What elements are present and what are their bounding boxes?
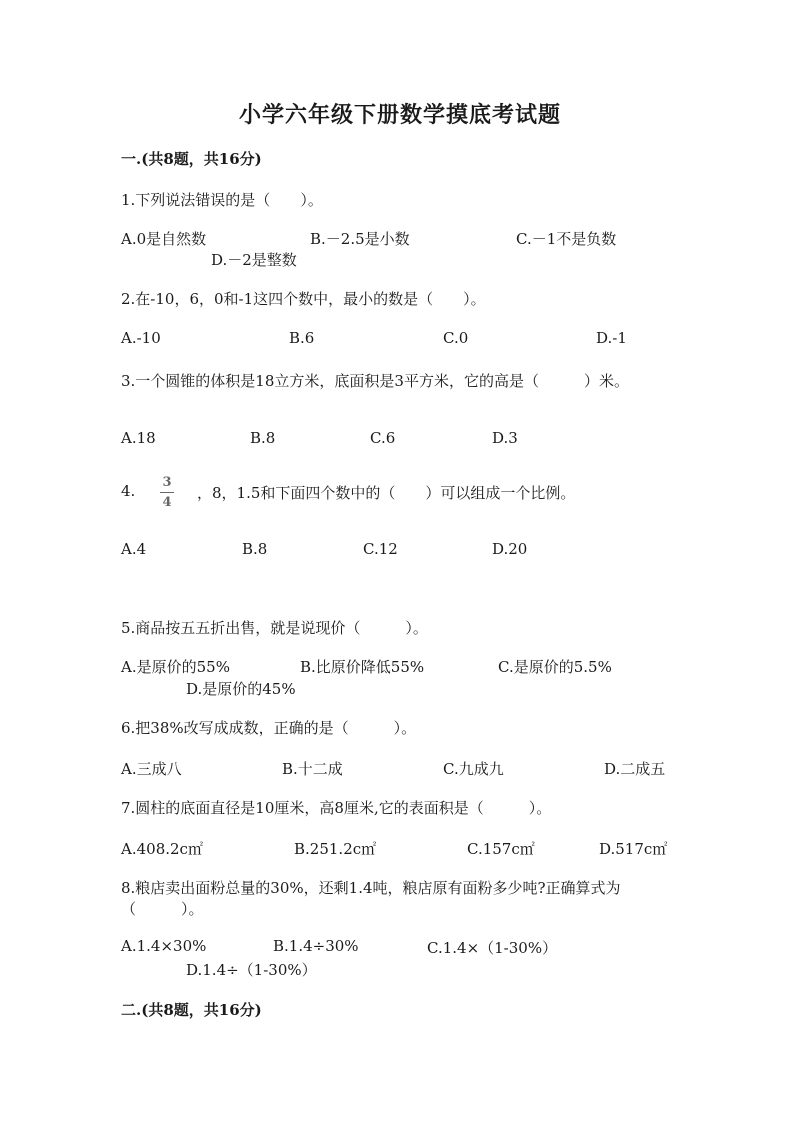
fraction-three-quarters: [159, 476, 175, 509]
question-2-stem: 2.在-10，6，0和-1这四个数中，最小的数是（ ）。: [121, 290, 486, 308]
question-3-option-b: B.8: [250, 429, 276, 447]
page-title: 小学六年级下册数学摸底考试题: [238, 102, 561, 128]
question-2-option-d: D.-1: [596, 329, 627, 347]
question-2-option-b: B.6: [289, 329, 315, 347]
fraction-bar: [160, 492, 174, 493]
question-7-option-c: C.157c㎡: [467, 840, 535, 858]
question-3-option-d: D.3: [492, 429, 518, 447]
question-1-option-c: C.－1不是负数: [516, 230, 617, 248]
question-4-option-a: A.4: [121, 540, 147, 558]
question-3-option-c: C.6: [370, 429, 396, 447]
question-4-stem: ，8，1.5和下面四个数中的（ ）可以组成一个比例。: [197, 484, 576, 502]
question-1-option-a: A.0是自然数: [121, 230, 207, 248]
section-heading-1: 一.(共8题，共16分): [121, 150, 262, 168]
question-8-option-c: C.1.4×（1-30%）: [427, 939, 558, 957]
fraction-numerator: 3: [162, 475, 172, 490]
question-6-option-b: B.十二成: [282, 760, 343, 778]
question-8-stem-line2: （ ）。: [121, 900, 204, 918]
question-1-option-d: D.－2是整数: [211, 251, 297, 269]
question-5-stem: 5.商品按五五折出售，就是说现价（ ）。: [121, 619, 428, 637]
question-4-option-d: D.20: [492, 540, 528, 558]
question-1-stem: 1.下列说法错误的是（ ）。: [121, 191, 323, 209]
question-8-option-a: A.1.4×30%: [121, 937, 207, 955]
question-6-stem: 6.把38%改写成成数，正确的是（ ）。: [121, 719, 417, 737]
question-5-option-c: C.是原价的5.5%: [498, 658, 612, 676]
question-6-option-c: C.九成九: [443, 760, 504, 778]
question-1-option-b: B.－2.5是小数: [310, 230, 410, 248]
question-4-number: 4.: [121, 482, 136, 500]
question-7-option-a: A.408.2c㎡: [121, 840, 203, 858]
question-7-option-d: D.517c㎡: [599, 840, 668, 858]
question-7-stem: 7.圆柱的底面直径是10厘米，高8厘米,它的表面积是（ ）。: [121, 799, 552, 817]
question-3-option-a: A.18: [121, 429, 156, 447]
question-2-option-c: C.0: [443, 329, 469, 347]
question-3-stem: 3.一个圆锥的体积是18立方米，底面积是3平方米，它的高是（ ）米。: [121, 372, 629, 390]
question-4-option-c: C.12: [363, 540, 398, 558]
question-5-option-d: D.是原价的45%: [186, 680, 296, 698]
section-heading-2: 二.(共8题，共16分): [121, 1001, 262, 1019]
question-8-stem: 8.粮店卖出面粉总量的30%，还剩1.4吨，粮店原有面粉多少吨?正确算式为: [121, 879, 621, 897]
question-5-option-a: A.是原价的55%: [121, 658, 230, 676]
question-2-option-a: A.-10: [121, 329, 161, 347]
question-4-option-b: B.8: [242, 540, 268, 558]
question-8-option-b: B.1.4÷30%: [273, 937, 359, 955]
question-8-option-d: D.1.4÷（1-30%）: [186, 961, 317, 979]
question-7-option-b: B.251.2c㎡: [294, 840, 377, 858]
question-5-option-b: B.比原价降低55%: [300, 658, 425, 676]
fraction-denominator: 4: [162, 495, 172, 510]
question-6-option-d: D.二成五: [604, 760, 666, 778]
question-6-option-a: A.三成八: [121, 760, 182, 778]
